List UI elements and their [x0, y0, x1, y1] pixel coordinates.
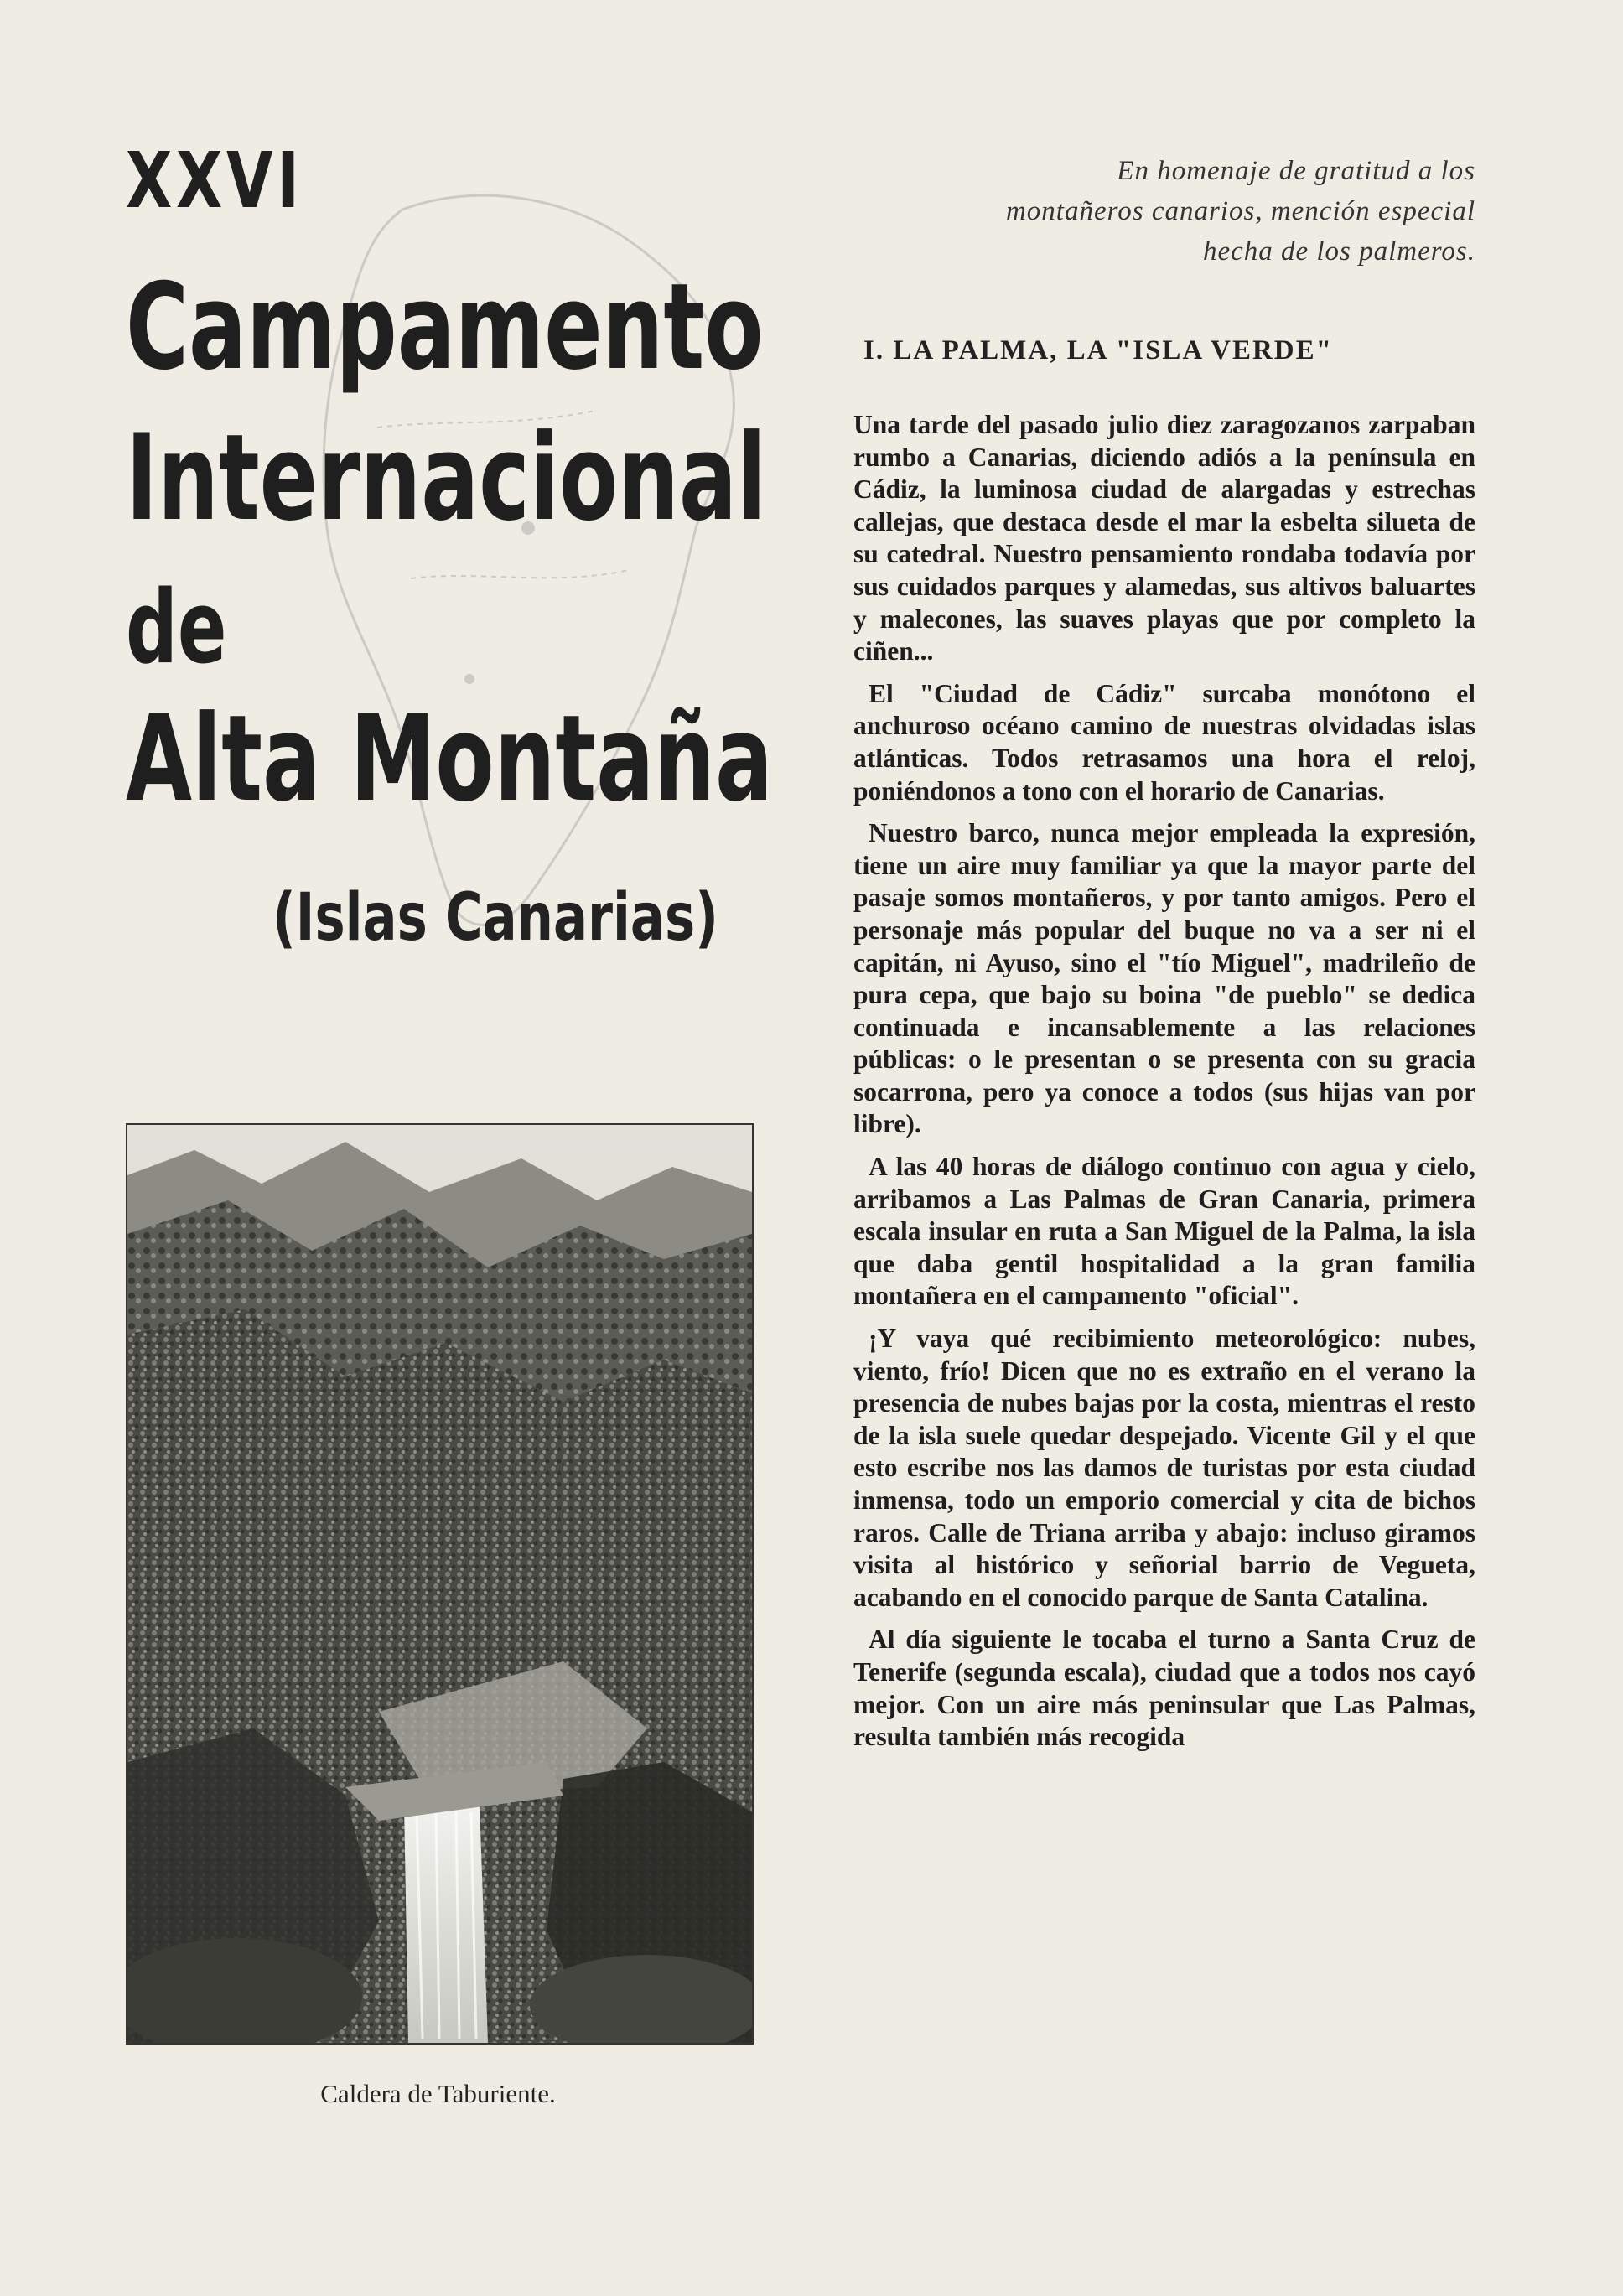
paragraph: Al día siguiente le tocaba el turno a Santa Cruz de Tenerife (segunda escala), ciudad que a todos nos cayó mejor. Con un aire más peninsular que Las Palmas, resulta también más recogida [853, 1625, 1475, 1752]
photo-caption: Caldera de Taburiente. [320, 2079, 556, 2108]
title-line-2: Internacional [126, 409, 766, 547]
title-line-4: Alta Montaña [126, 690, 774, 828]
waterfall-photo-image [127, 1125, 752, 2043]
section-heading: I. LA PALMA, LA "ISLA VERDE" [863, 335, 1333, 365]
article-body [853, 409, 1475, 1764]
waterfall-photo [126, 1123, 754, 2045]
paragraph: ¡Y vaya qué recibimiento meteorológico: nubes, viento, frío! Dicen que no es extraño en el verano la presencia de nubes bajas por la costa, mientras el resto de la isla suele quedar despejado. Vicente Gil y el que esto escribe nos las damos de turistas por esta ciudad inmensa, todo un emporio comercial y cita de bichos raros. Calle de Triana arriba y abajo: incluso giramos visita al histórico y señorial barrio de Vegueta, acabando en el conocido parque de Santa Catalina. [853, 1324, 1475, 1612]
paragraph: El "Ciudad de Cádiz" surcaba monótono el anchuroso océano camino de nuestras olvidadas islas atlánticas. Todos retrasamos una hora el reloj, poniéndonos a tono con el horario de Canarias. [853, 678, 1475, 806]
title-line-3: de [126, 570, 227, 687]
dedication-text: En homenaje de gratitud a los montañeros canarios, mención especial hecha de los palmeros. [1005, 156, 1475, 267]
paragraph: Una tarde del pasado julio diez zaragozanos zarpaban rumbo a Canarias, diciendo adiós a la península en Cádiz, la luminosa ciudad de alargadas y estrechas callejas, que destaca desde el mar la esbelta silueta de su catedral. Nuestro pensamiento rondaba todavía por sus cuidados parques y alamedas, sus altivos baluartes y malecones, las suaves playas que por completo la ciñen... [853, 410, 1475, 666]
paragraph: A las 40 horas de diálogo continuo con agua y cielo, arribamos a Las Palmas de Gran Canaria, primera escala insular en ruta a San Miguel de la Palma, la isla que daba gentil hospitalidad a la gran familia montañera en el campamento "oficial". [853, 1152, 1475, 1311]
title-number: XXVI [126, 136, 303, 225]
paragraph: Nuestro barco, nunca mejor empleada la expresión, tiene un aire muy familiar ya que la mayor parte del pasaje somos montañeros, y por tanto amigos. Pero el personaje más popular del buque no va a ser ni el capitán, ni Ayuso, sino el "tío Miguel", madrileño de pura cepa, que bajo su boina "de pueblo" se dedica continuada e incansablemente a las relaciones públicas: o le presentan o se presenta con su gracia socarrona, pero ya conoce a todos (sus hijas van por libre). [853, 818, 1475, 1139]
article-subtitle: (Islas Canarias) [272, 880, 718, 956]
title-line-1: Campamento [126, 258, 764, 396]
